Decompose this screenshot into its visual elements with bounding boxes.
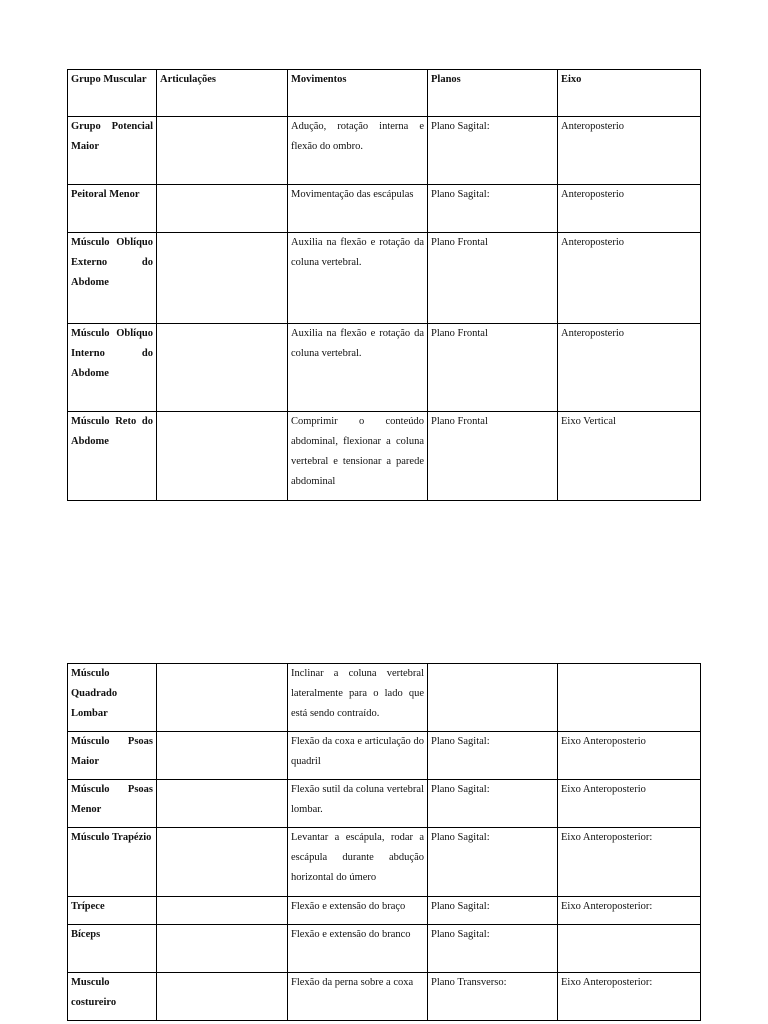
planes-cell: Plano Sagital: — [428, 828, 558, 897]
movements-cell: Adução, rotação interna e flexão do ombro. — [288, 117, 428, 185]
movements-cell: Flexão da coxa e articulação do quadril — [288, 732, 428, 780]
joints-cell — [157, 233, 288, 324]
movements-cell: Flexão da perna sobre a coxa — [288, 973, 428, 1021]
joints-cell — [157, 412, 288, 501]
planes-cell: Plano Sagital: — [428, 897, 558, 925]
axis-cell: Eixo Anteroposterio — [558, 780, 701, 828]
table-row — [68, 732, 701, 780]
table-row — [68, 233, 701, 324]
muscle-group-cell: Músculo Reto do Abdome — [68, 412, 157, 501]
table-row — [68, 897, 701, 925]
muscle-group-cell: Músculo Oblíquo Externo do Abdome — [68, 233, 157, 324]
table-row — [68, 828, 701, 897]
planes-cell: Plano Sagital: — [428, 117, 558, 185]
table-row — [68, 412, 701, 501]
table-row — [68, 780, 701, 828]
joints-cell — [157, 828, 288, 897]
muscle-group-cell: Grupo Potencial Maior — [68, 117, 157, 185]
axis-cell: Eixo Vertical — [558, 412, 701, 501]
header-movimentos: Movimentos — [288, 70, 428, 117]
planes-cell: Plano Frontal — [428, 412, 558, 501]
muscle-group-cell: Músculo Psoas Maior — [68, 732, 157, 780]
header-grupo-muscular: Grupo Muscular — [68, 70, 157, 117]
muscle-group-cell: Músculo Quadrado Lombar — [68, 664, 157, 732]
joints-cell — [157, 117, 288, 185]
movements-cell: Levantar a escápula, rodar a escápula durante abdução horizontal do úmero — [288, 828, 428, 897]
muscle-group-cell: Musculo costureiro — [68, 973, 157, 1021]
movements-cell: Flexão e extensão do braço — [288, 897, 428, 925]
axis-cell: Anteroposterio — [558, 324, 701, 412]
planes-cell: Plano Sagital: — [428, 732, 558, 780]
joints-cell — [157, 732, 288, 780]
muscle-group-cell: Músculo Trapézio — [68, 828, 157, 897]
muscle-table-2 — [67, 663, 701, 1021]
axis-cell: Eixo Anteroposterior: — [558, 897, 701, 925]
muscle-group-cell: Bíceps — [68, 925, 157, 973]
muscle-group-cell: Peitoral Menor — [68, 185, 157, 233]
muscle-group-cell: Músculo Psoas Menor — [68, 780, 157, 828]
axis-cell: Anteroposterio — [558, 117, 701, 185]
planes-cell: Plano Frontal — [428, 233, 558, 324]
planes-cell: Plano Transverso: — [428, 973, 558, 1021]
muscle-group-cell: Trípece — [68, 897, 157, 925]
header-eixo: Eixo — [558, 70, 701, 117]
movements-cell: Flexão e extensão do branco — [288, 925, 428, 973]
joints-cell — [157, 925, 288, 973]
movements-cell: Auxilia na flexão e rotação da coluna vertebral. — [288, 324, 428, 412]
muscle-table-1 — [67, 69, 701, 501]
joints-cell — [157, 324, 288, 412]
muscle-group-cell: Músculo Oblíquo Interno do Abdome — [68, 324, 157, 412]
movements-cell: Inclinar a coluna vertebral lateralmente para o lado que está sendo contraído. — [288, 664, 428, 732]
movements-cell: Auxilia na flexão e rotação da coluna vertebral. — [288, 233, 428, 324]
planes-cell: Plano Frontal — [428, 324, 558, 412]
table-row — [68, 324, 701, 412]
planes-cell: Plano Sagital: — [428, 925, 558, 973]
axis-cell: Eixo Anteroposterio — [558, 732, 701, 780]
table-row — [68, 185, 701, 233]
planes-cell — [428, 664, 558, 732]
table-row — [68, 973, 701, 1021]
joints-cell — [157, 185, 288, 233]
joints-cell — [157, 973, 288, 1021]
axis-cell — [558, 664, 701, 732]
axis-cell: Anteroposterio — [558, 233, 701, 324]
movements-cell: Comprimir o conteúdo abdominal, flexionar a coluna vertebral e tensionar a parede abdominal — [288, 412, 428, 501]
joints-cell — [157, 897, 288, 925]
planes-cell: Plano Sagital: — [428, 780, 558, 828]
table-header-row — [68, 70, 701, 117]
header-planos: Planos — [428, 70, 558, 117]
planes-cell: Plano Sagital: — [428, 185, 558, 233]
table-row — [68, 664, 701, 732]
header-articulacoes: Articulações — [157, 70, 288, 117]
joints-cell — [157, 664, 288, 732]
movements-cell: Movimentação das escápulas — [288, 185, 428, 233]
table-row — [68, 117, 701, 185]
movements-cell: Flexão sutil da coluna vertebral lombar. — [288, 780, 428, 828]
axis-cell: Anteroposterio — [558, 185, 701, 233]
axis-cell: Eixo Anteroposterior: — [558, 828, 701, 897]
table-row — [68, 925, 701, 973]
axis-cell — [558, 925, 701, 973]
axis-cell: Eixo Anteroposterior: — [558, 973, 701, 1021]
joints-cell — [157, 780, 288, 828]
